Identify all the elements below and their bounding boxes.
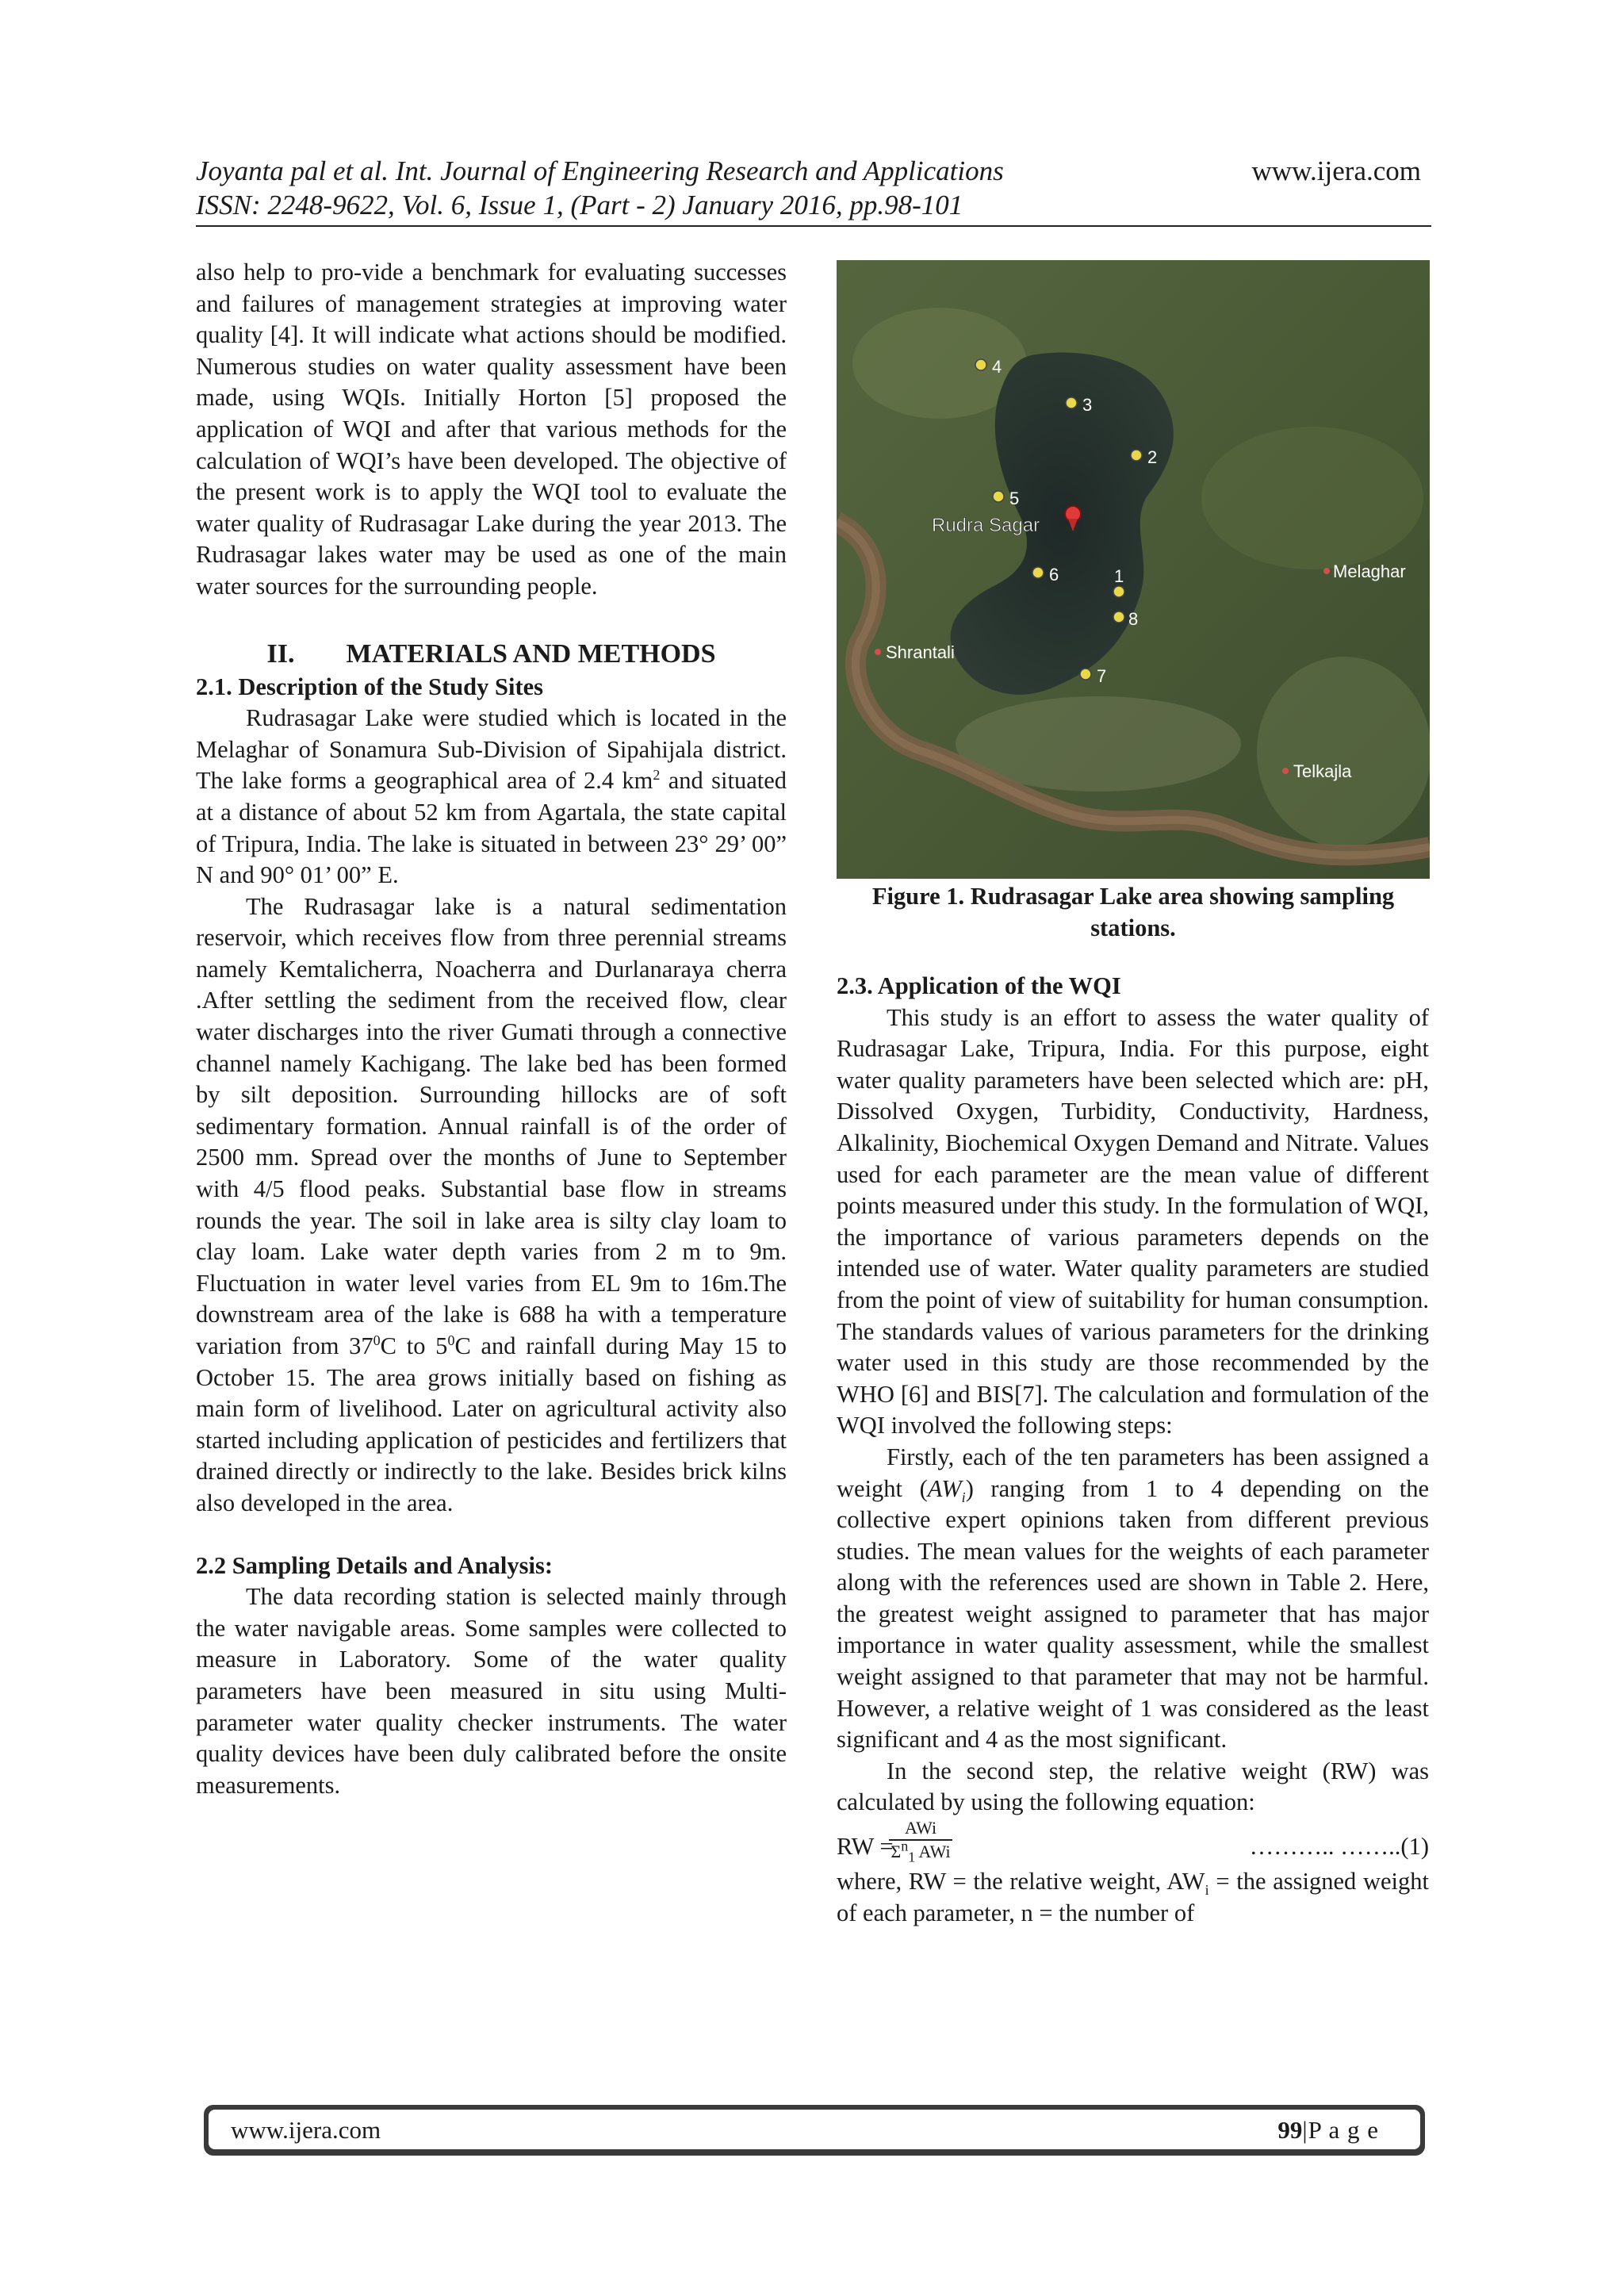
station-label: 3 (1082, 395, 1093, 415)
subscript: 1 (908, 1849, 916, 1865)
left-column (196, 257, 787, 1801)
paragraph-lake-description (196, 891, 787, 1520)
text-run: ) ranging from 1 to 4 depending on the collective expert opinions taken from different previous studies. The mean values for the weights of each parameter along with the references used are shown in Table 2. Here, the greatest weight assigned to parameter that has major importance in water quality assessment, while the smallest weight assigned to that parameter that may not be harmful. However, a relative weight of 1 was considered as the least significant and 4 as the most significant. (837, 1474, 1429, 1754)
paragraph-wqi-intro: This study is an effort to assess the water quality of Rudrasagar Lake, Tripura, India. For this purpose, eight water quality parameters have been selected which are: pH, Dissolved Oxygen, Turbidity, Conductivity, Hardness, Alkalinity, Biochemical Oxygen Demand and Nitrate. Values used for each parameter are the mean value of different points measured under this study. In the formulation of WQI, the importance of various parameters depends on the intended use of water. Water quality parameters are studied from the point of view of suitability for human consumption. The standards values of various parameters for the drinking water used in this study are those recommended by the WHO [6] and BIS[7]. The calculation and formulation of the WQI involved the following steps: (837, 1003, 1429, 1439)
satellite-map-figure (837, 260, 1430, 879)
satellite-map (837, 260, 1430, 879)
subsection-heading-study-sites: 2.1. Description of the Study Sites (196, 673, 544, 700)
station-label: 1 (1114, 566, 1124, 586)
page-number (1277, 2116, 1379, 2145)
figure-caption: Figure 1. Rudrasagar Lake area showing sampling stations. (871, 883, 1395, 941)
spacer (196, 603, 787, 634)
station-label: 6 (1049, 565, 1059, 585)
superscript: 0 (373, 1332, 381, 1348)
running-header-journal: Joyanta pal et al. Int. Journal of Engineering Research and Applications (196, 155, 1004, 186)
equation-1 (837, 1819, 1429, 1866)
station-1-marker (1113, 566, 1124, 597)
place-label-melaghar: Melaghar (1333, 562, 1406, 581)
equation-fraction (889, 1818, 952, 1865)
footer-inner (209, 2110, 1420, 2149)
page-number-value: 99 (1277, 2116, 1303, 2144)
header-rule (196, 225, 1431, 227)
station-label: 7 (1097, 666, 1107, 686)
fraction-numerator: AWi (904, 1818, 937, 1838)
paragraph-sampling: The data recording station is selected mainly through the water navigable areas. Some samples were collected to measure in Laboratory. Some of the water quality parameters have been measured in situ using Multi-parameter water quality checker instruments. The water quality devices have been duly calibrated before the onsite measurements. (196, 1583, 787, 1799)
paragraph-relative-weight: In the second step, the relative weight (RW) was calculated by using the following equation: (837, 1757, 1429, 1816)
equation-number: ……….. ……..(1) (1249, 1833, 1429, 1861)
subscript: i (961, 1489, 966, 1505)
text-run: AW (927, 1474, 962, 1502)
paragraph-weights (837, 1442, 1429, 1756)
paragraph-intro: also help to pro-vide a benchmark for evaluating successes and failures of management strategies at improving water quality [4]. It will indicate what actions should be modified. Numerous studies on water quality assessment have been made, using WQIs. Initially Horton [5] proposed the application of WQI and after that various methods for the calculation of WQI’s have been developed. The objective of the present work is to apply the WQI tool to evaluate the water quality of Rudrasagar Lake during the year 2013. The Rudrasagar lakes water may be used as one of the main water sources for the surrounding people. (196, 259, 787, 600)
field-patch (1201, 427, 1423, 569)
field-patch (1257, 657, 1430, 847)
subsection-heading-sampling: 2.2 Sampling Details and Analysis: (196, 1551, 553, 1579)
sigma: Σ (891, 1842, 902, 1862)
place-dot (1282, 768, 1289, 774)
paragraph-where (837, 1866, 1429, 1929)
superscript: n (901, 1838, 909, 1854)
text-run: C and rainfall during May 15 to October 15. The area grows initially based on fishing as main form of livelihood. Later on agricultural activity also started including application of pesticides and fertilizers that drained directly or indirectly to the lake. Besides brick kilns also developed in the area. (196, 1332, 787, 1516)
station-label: 4 (992, 357, 1002, 377)
place-label-shrantali: Shrantali (886, 642, 955, 662)
running-header-url[interactable]: www.ijera.com (1251, 155, 1421, 186)
page-label: |P a g e (1302, 2116, 1379, 2144)
page-footer (204, 2105, 1425, 2156)
subsection-heading-wqi: 2.3. Application of the WQI (837, 972, 1121, 999)
fraction-bar (889, 1839, 952, 1841)
section-heading (196, 637, 787, 672)
text-run: Firstly, each of the ten parameters has been assigned a weight ( (837, 1443, 1429, 1502)
subscript: i (1205, 1882, 1209, 1899)
footer-url[interactable]: www.ijera.com (231, 2116, 381, 2144)
text-run: where, RW = the relative weight, AW (837, 1868, 1205, 1895)
place-dot (875, 649, 881, 655)
text-run: The Rudrasagar lake is a natural sedimentation reservoir, which receives flow from three perennial streams namely Kemtalicherra, Noacherra and Durlanaraya cherra .After settling the sediment from the received flow, clear water discharges into the river Gumati through a connective channel namely Kachigang. The lake bed has been formed by silt deposition. Surrounding hillocks are of soft sedimentary formation. Annual rainfall is of the order of 2500 mm. Spread over the months of June to September with 4/5 flood peaks. Substantial base flow in streams rounds the year. The soil in lake area is silty clay loam to clay loam. Lake water depth varies from 2 m to 9m. Fluctuation in water level varies from EL 9m to 16m.The downstream area of the lake is 688 ha with a temperature variation from 37 (196, 892, 787, 1359)
text-run: C to 5 (380, 1332, 448, 1359)
station-label: 2 (1147, 447, 1158, 467)
running-header-issn: ISSN: 2248-9622, Vol. 6, Issue 1, (Part - 2) January 2016, pp.98-101 (196, 190, 963, 220)
station-label: 8 (1128, 609, 1139, 629)
text-run: and situated at a distance of about 52 km from Agartala, the state capital of Tripura, India. The lake is situated in between 23° 29’ 00” N and 90° 01’ 00” E. (196, 767, 787, 889)
right-column (837, 971, 1429, 1929)
station-label: 5 (1009, 489, 1020, 508)
place-dot (1323, 568, 1330, 574)
equation-lhs: RW = (837, 1833, 894, 1861)
place-label-rudra-sagar: Rudra Sagar (932, 515, 1040, 536)
section-title: MATERIALS AND METHODS (346, 638, 716, 669)
text-run: Rudrasagar Lake were studied which is located in the Melaghar of Sonamura Sub-Division of Sipahijala district. The lake forms a geographical area of 2.4 km (196, 704, 787, 795)
spacer (196, 1520, 787, 1550)
text-run: = the assigned weight of each parameter, n = the number of (837, 1868, 1430, 1926)
superscript: 2 (653, 767, 661, 784)
text-run: AWi (915, 1842, 951, 1862)
place-label-telkajla: Telkajla (1293, 761, 1352, 781)
fraction-denominator (889, 1838, 952, 1865)
paragraph-study-sites (196, 703, 787, 891)
section-number: II. (266, 638, 295, 669)
superscript: 0 (447, 1332, 455, 1348)
